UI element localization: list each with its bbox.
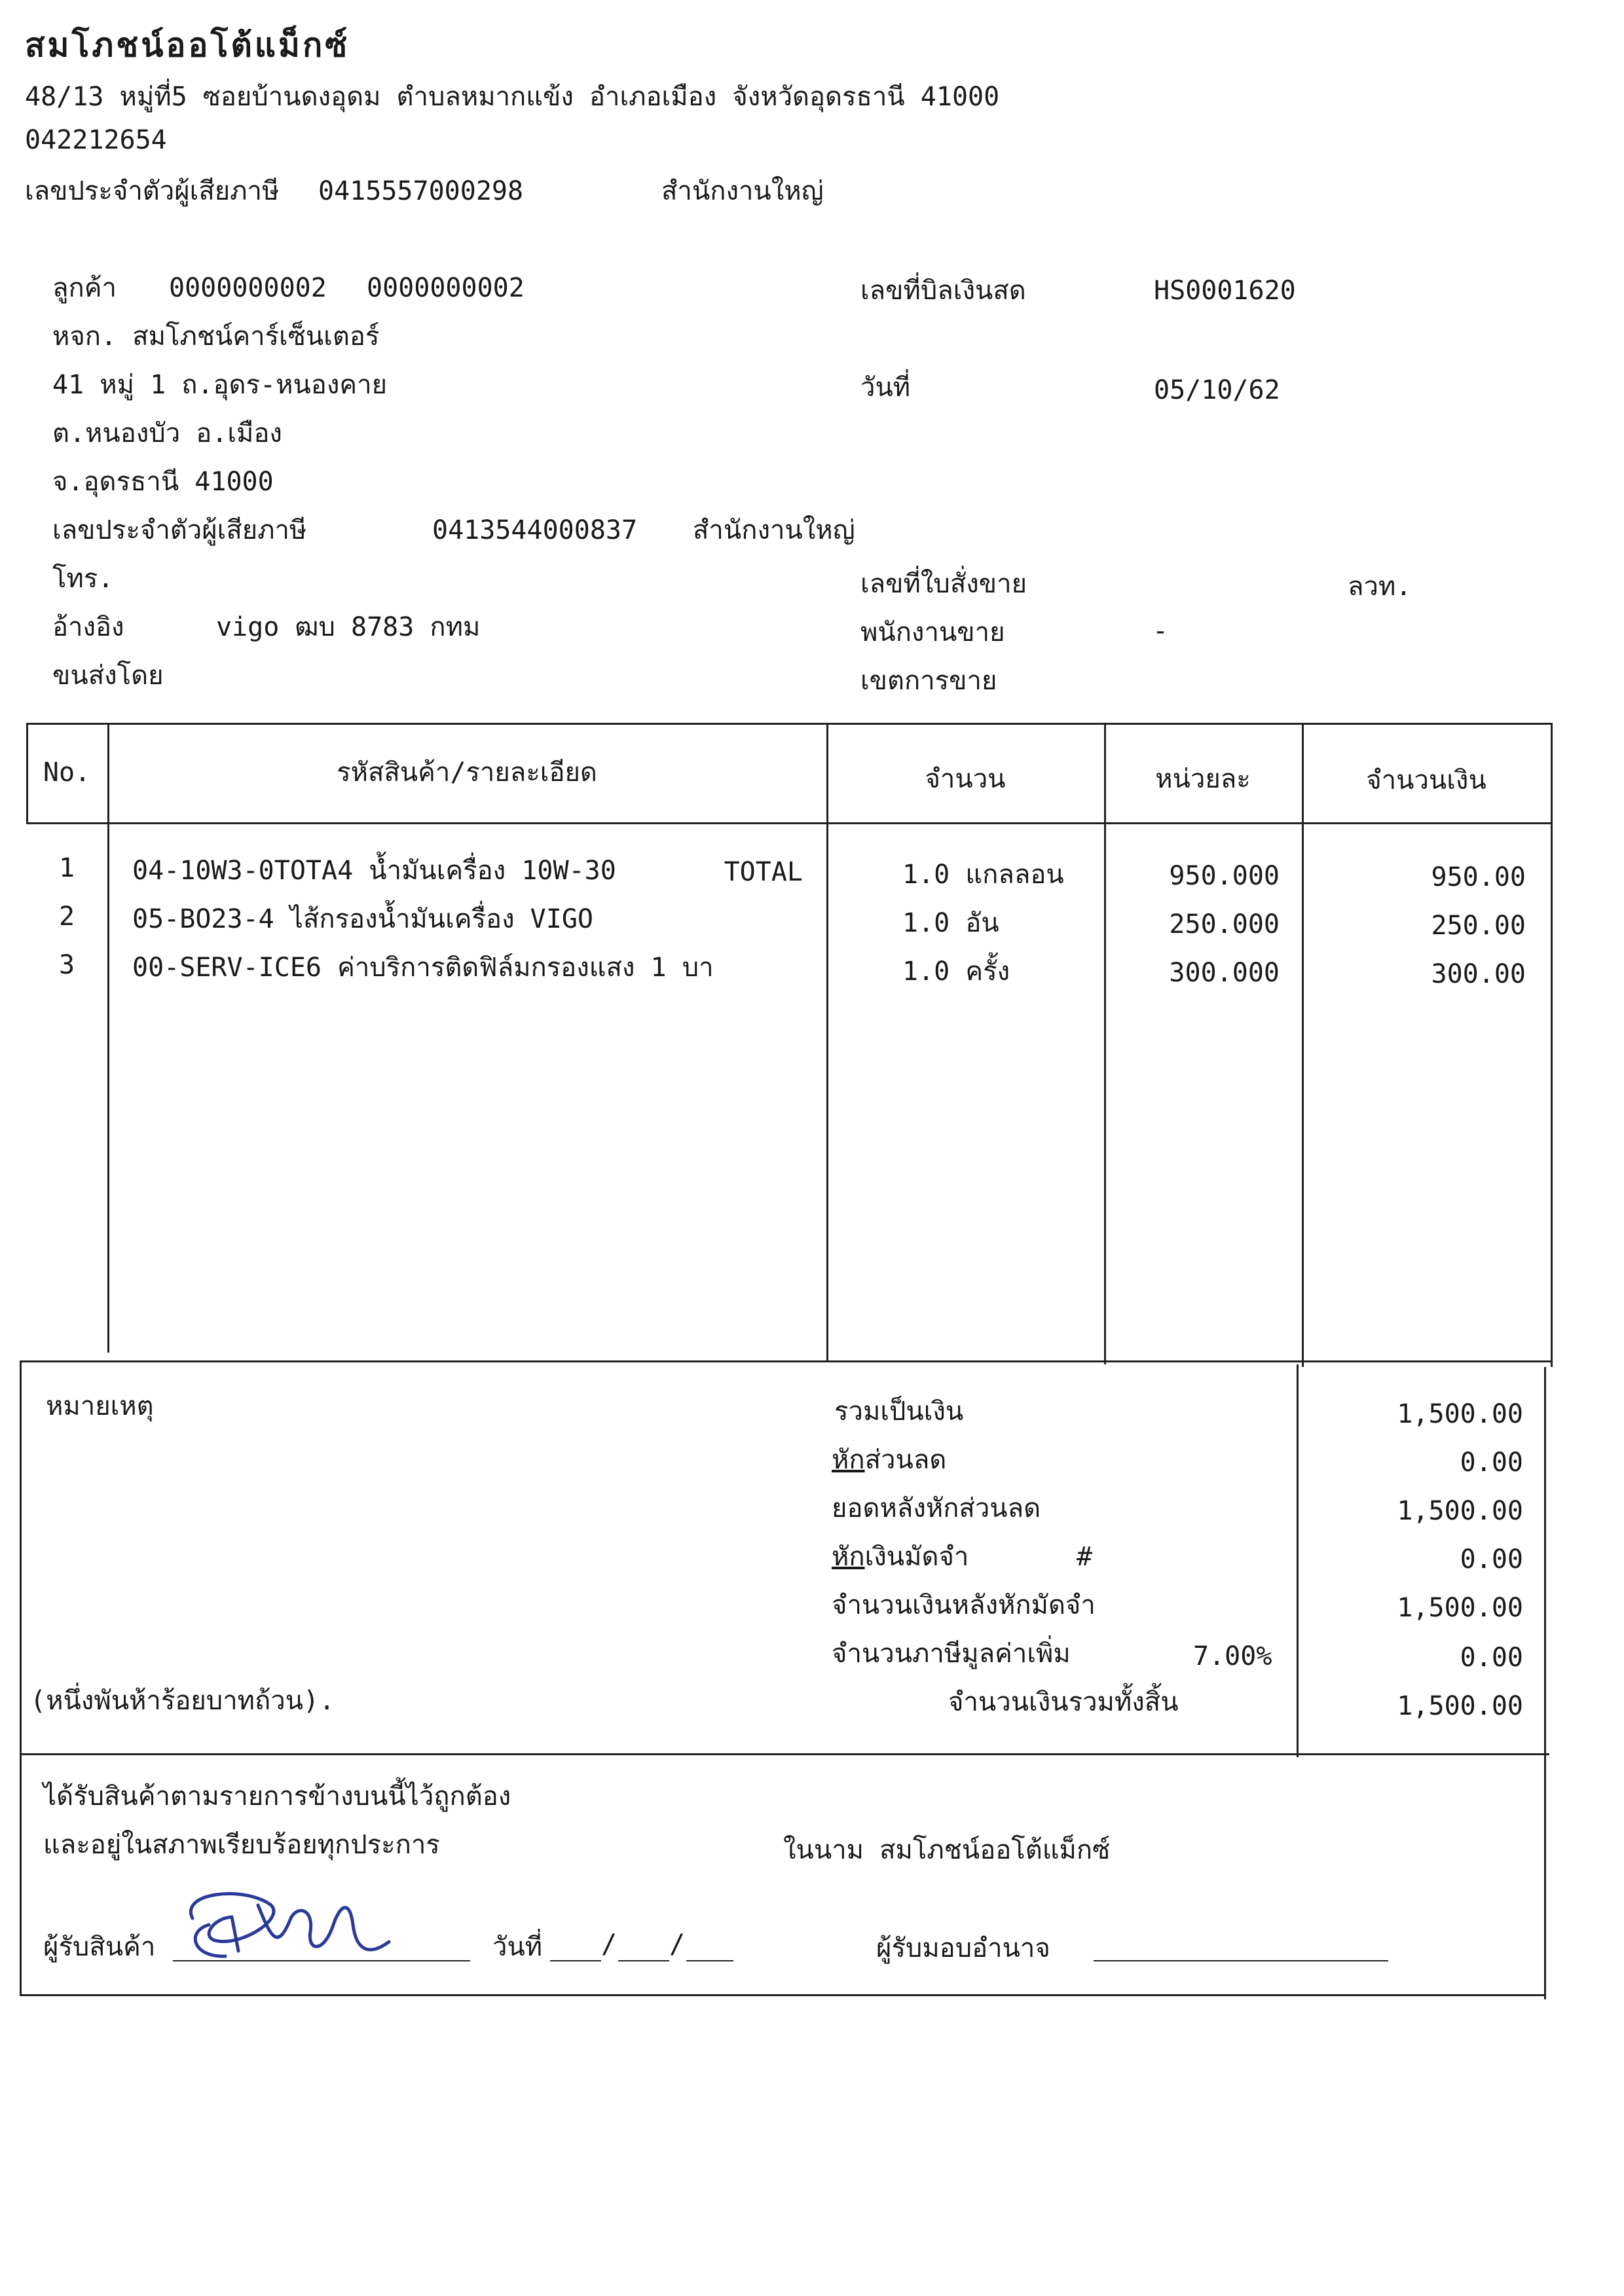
bill-number-label: เลขที่บิลเงินสด — [860, 276, 1026, 306]
row-amount: 250.00 — [1431, 911, 1526, 941]
discount-value: 0.00 — [1460, 1448, 1523, 1478]
reference-label: อ้างอิง — [52, 612, 124, 642]
row-number: 2 — [58, 902, 75, 932]
row-brand: TOTAL — [724, 857, 803, 887]
sales-order-label: เลขที่ใบสั่งขาย — [860, 569, 1027, 599]
grand-total-label: จำนวนเงินรวมทั้งสิ้น — [948, 1687, 1179, 1717]
receive-date-year-blank — [686, 1960, 733, 1961]
column-header-quantity: จำนวน — [925, 764, 1006, 794]
customer-phone-label: โทร. — [52, 564, 114, 594]
customer-name: หจก. สมโภชน์คาร์เซ็นเตอร์ — [52, 321, 380, 352]
row-amount: 300.00 — [1431, 959, 1526, 989]
receive-date-month-blank — [618, 1960, 669, 1961]
subtotal-value: 1,500.00 — [1397, 1399, 1523, 1429]
amount-in-words: (หนึ่งพันห้าร้อยบาทถ้วน). — [30, 1686, 335, 1716]
customer-address-3: จ.อุดรธานี 41000 — [52, 467, 274, 497]
company-phone: 042212654 — [25, 125, 167, 155]
receive-date-day-blank — [550, 1960, 601, 1961]
column-header-amount: จำนวนเงิน — [1366, 765, 1486, 795]
row-quantity: 1.0 อัน — [902, 908, 999, 938]
deposit-value: 0.00 — [1460, 1544, 1523, 1575]
customer-tax-label: เลขประจำตัวผู้เสียภาษี — [52, 515, 307, 545]
company-tax-label: เลขประจำตัวผู้เสียภาษี — [25, 176, 280, 206]
vat-label: จำนวนภาษีมูลค่าเพิ่ม — [832, 1639, 1071, 1669]
row-description: 04-10W3-0TOTA4 น้ำมันเครื่อง 10W-30 — [132, 856, 616, 886]
column-header-no: No. — [43, 757, 91, 788]
bill-date: 05/10/62 — [1154, 375, 1280, 405]
company-branch: สำนักงานใหญ่ — [661, 176, 824, 206]
row-description: 05-BO23-4 ไส้กรองน้ำมันเครื่อง VIGO — [132, 904, 594, 934]
column-header-unit-price: หน่วยละ — [1155, 764, 1251, 794]
row-number: 3 — [58, 950, 75, 980]
after-discount-value: 1,500.00 — [1397, 1496, 1523, 1526]
customer-code: 0000000002 — [169, 273, 327, 303]
company-tax-id: 0415557000298 — [318, 176, 524, 206]
company-address: 48/13 หมู่ที่5 ซอยบ้านดงอุดม ตำบลหมากแข้ง อำเภอเมือง จังหวัดอุดรธานี 41000 — [25, 82, 1000, 112]
deposit-mark: # — [1077, 1542, 1093, 1572]
row-number: 1 — [58, 853, 75, 883]
on-behalf-of: ในนาม สมโภชน์ออโต้แม็กซ์ — [783, 1835, 1111, 1865]
row-quantity: 1.0 แกลลอน — [902, 860, 1064, 890]
received-statement-1: ได้รับสินค้าตามรายการข้างบนนี้ไว้ถูกต้อง — [43, 1781, 511, 1812]
after-deposit-value: 1,500.00 — [1397, 1593, 1523, 1623]
vat-value: 0.00 — [1460, 1643, 1523, 1673]
company-name: สมโภชน์ออโต้แม็กซ์ — [25, 26, 350, 64]
receiver-signature — [173, 1879, 396, 1971]
bill-date-label: วันที่ — [860, 373, 911, 403]
row-amount: 950.00 — [1431, 862, 1526, 892]
column-header-description: รหัสสินค้า/รายละเอียด — [337, 757, 597, 788]
receiver-label: ผู้รับสินค้า — [43, 1932, 156, 1962]
customer-tax-id: 0413544000837 — [432, 515, 638, 545]
date-slash: / — [669, 1929, 686, 1959]
row-unit-price: 950.000 — [1169, 861, 1280, 891]
customer-address-1: 41 หมู่ 1 ถ.อุดร-หนองคาย — [52, 370, 388, 400]
grand-total-value: 1,500.00 — [1397, 1691, 1523, 1721]
row-unit-price: 300.000 — [1169, 958, 1280, 988]
deposit-label: หักเงินมัดจำ — [832, 1542, 969, 1572]
after-deposit-label: จำนวนเงินหลังหักมัดจำ — [832, 1590, 1096, 1620]
discount-label: หักส่วนลด — [832, 1445, 947, 1475]
customer-address-2: ต.หนองบัว อ.เมือง — [52, 418, 282, 448]
shipping-label: ขนส่งโดย — [52, 661, 164, 691]
after-discount-label: ยอดหลังหักส่วนลด — [832, 1493, 1041, 1523]
salesperson-label: พนักงานขาย — [860, 617, 1005, 647]
subtotal-label: รวมเป็นเงิน — [834, 1396, 964, 1427]
date-slash: / — [601, 1929, 618, 1959]
row-quantity: 1.0 ครั้ง — [902, 957, 1010, 987]
remark-label: หมายเหตุ — [46, 1391, 154, 1421]
authorized-person-label: ผู้รับมอบอำนาจ — [876, 1933, 1050, 1963]
authorized-signature-line — [1094, 1960, 1388, 1961]
received-statement-2: และอยู่ในสภาพเรียบร้อยทุกประการ — [43, 1830, 440, 1860]
vat-rate: 7.00% — [1193, 1641, 1272, 1671]
customer-code-2: 0000000002 — [367, 273, 525, 303]
sales-area-label: เขตการขาย — [860, 666, 997, 696]
receive-date-label: วันที่ — [492, 1932, 543, 1962]
reference-value: vigo ฒบ 8783 กทม — [216, 612, 481, 642]
sales-order-value: ลวท. — [1348, 572, 1412, 602]
salesperson-value: - — [1153, 616, 1169, 646]
row-description: 00-SERV-ICE6 ค่าบริการติดฟิล์มกรองแสง 1 บา — [132, 953, 714, 983]
customer-label: ลูกค้า — [52, 273, 117, 303]
row-unit-price: 250.000 — [1169, 909, 1280, 939]
bill-number: HS0001620 — [1154, 276, 1296, 306]
customer-branch: สำนักงานใหญ่ — [693, 515, 855, 545]
